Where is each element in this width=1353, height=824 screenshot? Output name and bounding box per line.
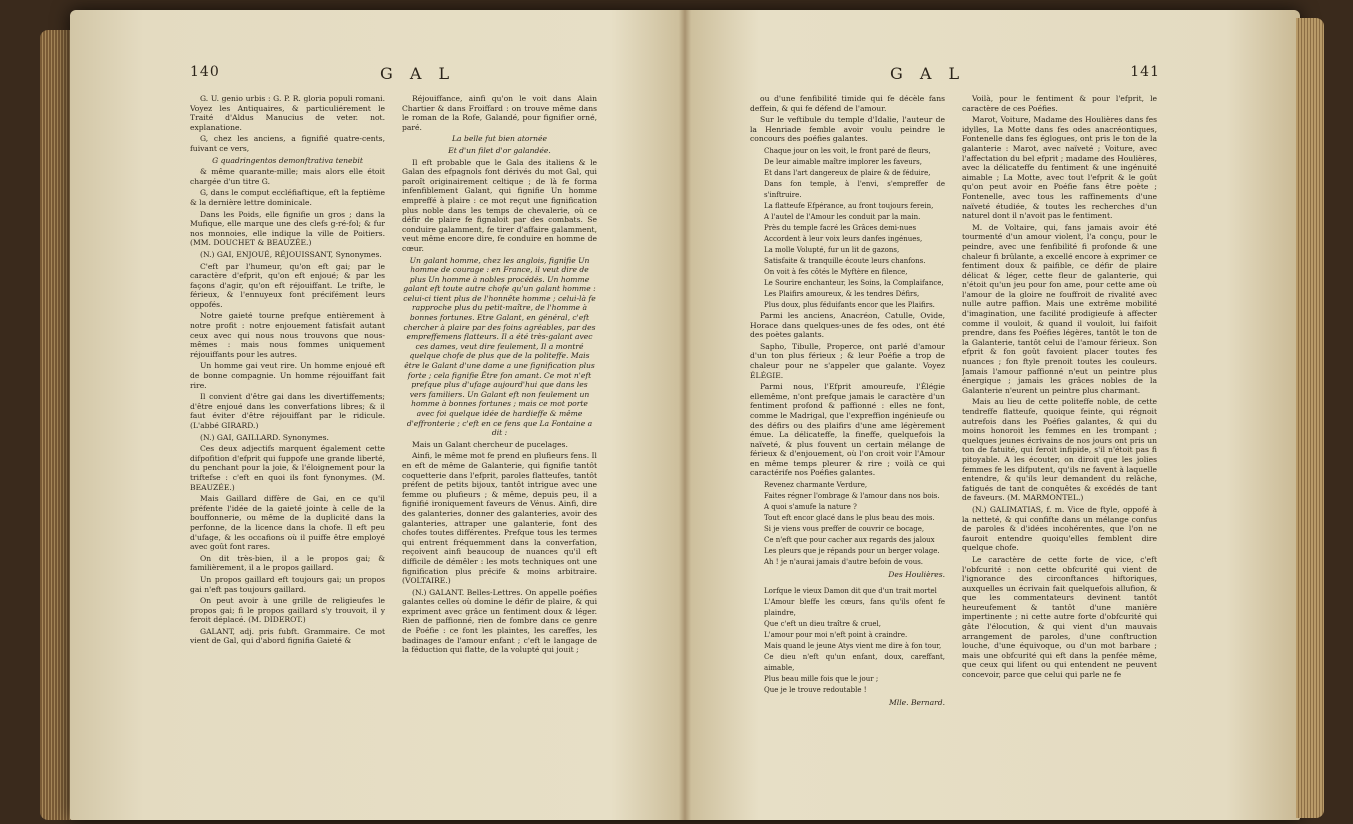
paragraph: G. U. genio urbis : G. P. R. gloria populi romani. Voyez les Antiquaires, & particuliérement le Traité d'Aldus Manucius de veter. not. explanatione. [190,94,385,132]
paragraph: G, dans le comput eccléfiaftique, eft la feptième & la dernière lettre dominicale. [190,188,385,207]
paragraph: Les Plaifirs amoureux, & les tendres Défirs, [764,289,920,298]
paragraph: (N.) GALIMATIAS, f. m. Vice de ftyle, oppofé à la netteté, & qui confifte dans un mélange confus de paroles & d'idées incohérentes, que l'on ne fauroit entendre quoiqu'elles femblent dire quelque chofe. [962,504,1157,553]
running-head-word: G A L [890,64,966,83]
paragraph: La molle Volupté, fur un lit de gazons, [764,245,900,254]
left-column-2 [402,94,597,794]
paragraph: Que je le trouve redoutable ! [764,685,867,694]
paragraph: (N.) GAI, GAILLARD. Synonymes. [200,432,329,442]
paragraph: Sapho, Tibulle, Properce, ont parlé d'amour d'un ton plus férieux ; & leur Poéfie a trop de chaleur pour ne s'appeler que galante. Voyez ÉLÉGIE. [750,341,945,380]
paragraph: Mais quand le jeune Atys vient me dire à fon tour, [764,641,942,650]
paragraph: La belle fut bien atornée [451,134,548,144]
paragraph: Satisfaite & tranquille écoute leurs chanfons. [764,256,926,265]
paragraph: Les pleurs que je répands pour un berger volage. [764,547,940,556]
right-column-1 [750,94,945,794]
right-page [750,10,1160,810]
paragraph: On dit très-bien, il a le propos gai; & familièrement, il a le propos gaillard. [190,553,385,573]
paragraph: Ah ! je n'aurai jamais d'autre befoin de vous. [764,558,924,567]
paragraph: Plus beau mille fois que le jour ; [764,674,879,683]
book-left-edge [40,30,72,820]
left-page [190,10,600,810]
paragraph: Lorfque le vieux Damon dit que d'un trait mortel [764,586,937,595]
paragraph: Il eft probable que le Gala des italiens & le Galan des efpagnols font dérivés du mot Gal, qui paroît originairement celtique ; de là fe forma infenfiblement Galant, qui fignifie Un homme empreffé à plaire : ce mot reçut une fignification plus noble dans les temps de chevalerie, où ce défir de plaire fe fignaloit par des combats. Se conduire galamment, fe tirer d'affaire galamment, veut même encore dire, fe conduire en homme de cœur. [402,157,597,253]
left-running-head [190,64,600,92]
paragraph: (N.) GALANT. Belles-Lettres. On appelle poéfies galantes celles où domine le défir de plaire, & qui expriment avec grâce un fentiment doux & léger. Rien de paffionné, rien de fombre dans ce genre de Poéfie : ce font les plaintes, les careffes, les badinages de l'amour enfant ; c'eft le langage de la féduction qui flatte, de la volupté qui jouit ; [402,587,597,655]
paragraph: C'eft par l'humeur, qu'on eft gai; par le caractère d'efprit, qu'on eft enjoué; & par les façons d'agir, qu'on eft réjouiffant. Le trifte, le férieux, & l'ennuyeux font précifément leurs oppofés. [190,261,385,309]
paragraph: Chaque jour on les voit, le front paré de fleurs, [764,146,931,155]
paragraph: Revenez charmante Verdure, [764,481,868,490]
paragraph: & même quarante-mille; mais alors elle étoit chargée d'un titre G. [190,167,385,186]
paragraph: G, chez les anciens, a fignifié quatre-cents, fuivant ce vers, [190,134,385,153]
paragraph: Ce dieu n'eft qu'un enfant, doux, careffant, aimable, [764,652,945,672]
paragraph: Parmi nous, l'Efprit amoureufe, l'Élégie ellemême, n'ont prefque jamais le caractère d'un fentiment profond & paffionné : elles ne font, comme le Madrigal, que l'expreffion ingénieufe ou des défirs ou des plaifirs d'une ame légèrement émue. La délicateffe, la fineffe, quelquefois la naïveté, & plus fouvent un certain mélange de férieux & d'enjouement, où l'on croit voir l'Amour en même temps pleurer & rire ; voilà ce qui caractérife nos Poéfies galantes. [750,382,945,478]
book-right-edge [1296,18,1324,818]
paragraph: Faites régner l'ombrage & l'amour dans nos bois. [764,492,940,501]
paragraph: L'Amour bleffe les cœurs, fans qu'ils ofent fe plaindre, [764,597,945,617]
paragraph: Et d'un filet d'or galandée. [448,145,551,155]
paragraph: Dans fon temple, à l'envi, s'empreffer de s'inftruire. [764,179,945,199]
paragraph: Si je viens vous preffer de couvrir ce bocage, [764,525,925,534]
paragraph: Un homme gai veut rire. Un homme enjoué eft de bonne compagnie. Un homme réjouiffant fait rire. [190,361,385,390]
paragraph: Près du temple facré les Grâces demi-nues [764,223,917,232]
paragraph: La flatteufe Efpérance, au front toujours ferein, [764,201,934,210]
paragraph: Mais un Galant chercheur de pucelages. [412,439,568,449]
paragraph: Notre gaieté tourne prefque entièrement à notre profit : notre enjouement fatisfait autant ceux avec qui nous nous trouvons que nous-mêmes : mais nous fommes uniquement réjouiffants pour les autres. [190,311,385,359]
paragraph: Le caractère de cette forte de vice, c'eft l'obfcurité : non cette obfcurité qui vient de l'ignorance des circonftances hiftoriques, auxquelles un écrivain fait quelquefois allufion, & que les commentateurs devinent tantôt heureufement & tantôt d'une manière impertinente ; ni cette autre forte d'obfcurité qui gâte l'élocution, & qui vient d'un mauvais arrangement de paroles, d'une conftruction louche, d'une équivoque, ou d'un mot barbare ; mais une obfcurité qui eft dans la penfée même, que ceux qui lifent ou qui entendent ne peuvent concevoir, parce que celui qui parle ne fe [962,554,1157,680]
paragraph: A l'autel de l'Amour les conduit par la main. [764,212,921,221]
paragraph: Dans les Poids, elle fignifie un gros ; dans la Mufique, elle marque une des clefs g-ré-fol; & fur nos monnoies, elle indique la ville de Poitiers. (MM. DOUCHET & BEAUZÉE.) [190,209,385,248]
paragraph: Et dans l'art dangereux de plaire & de féduire, [764,168,931,177]
paragraph: Tout eft encor glacé dans le plus beau des mois. [764,514,935,523]
paragraph: Parmi les anciens, Anacréon, Catulle, Ovide, Horace dans quelques-unes de fes odes, ont été des poètes galants. [750,310,945,340]
paragraph: M. de Voltaire, qui, fans jamais avoir été tourmenté d'un amour violent, l'a conçu, pour le peindre, avec une fenfibilité fi profonde & une chaleur fi brûlante, a excellé encore à exprimer ce fentiment doux & paifible, ce défir de plaire délicat & léger, cette fleur de galanterie, qui n'étoit qu'un jeu pour fon ame, pour cette ame où l'amour de la gloire ne fouffroit de rivalité avec nulle autre paffion. Mais une extrême mobilité d'imagination, une facilité prodigieufe à affecter comme il vouloit, & quand il vouloit, lui faifoit prendre, dans fes Poéfies légères, tantôt le ton de la Galanterie, tantôt celui de l'amour férieux. Son efprit & fon goût favoient placer toutes fes nuances ; fon ftyle prenoit toutes les couleurs. Jamais l'amour paffionné n'eut un peintre plus énergique ; jamais les grâces nobles de la Galanterie n'eurent un peintre plus charmant. [962,222,1157,395]
paragraph: Accordent à leur voix leurs danfes ingénues, [764,234,923,243]
paragraph: Un galant homme, chez les anglois, fignifie Un homme de courage : en France, il veut dire de plus Un homme à nobles procédés. Un homme galant eft toute autre chofe qu'un galant homme : celui-ci tient plus de l'honnête homme ; celui-là fe rapproche plus du petit-maître, de l'homme à bonnes fortunes. Etre Galant, en général, c'eft chercher à plaire par des foins agréables, par des empreffemens flatteurs. Il a été très-galant avec ces dames, veut dire feulement, Il a montré quelque chofe de plus que de la politeffe. Mais être le Galant d'une dame a une fignification plus forte ; cela fignifie Être fon amant. Ce mot n'eft prefque plus d'ufage aujourd'hui que dans les vers familiers. Un Galant eft non feulement un homme à bonnes fortunes ; mais ce mot porte avec foi quelque idée de hardieffe & même d'effronterie ; c'eft en ce fens que La Fontaine a dit : [403,255,596,438]
paragraph: On voit à fes côtés le Myftère en filence, [764,267,908,276]
paragraph: (N.) GAI, ENJOUÉ, RÉJOUISSANT, Synonymes. [200,249,382,259]
paragraph: L'amour pour moi n'eft point à craindre. [764,630,908,639]
paragraph: Ce n'eft que pour cacher aux regards des jaloux [764,536,935,545]
left-column-1 [190,94,385,794]
paragraph: Mlle. Bernard. [889,697,945,707]
paragraph: Plus doux, plus féduifants encor que les Plaifirs. [764,300,935,309]
paragraph: GALANT, adj. pris fubft. Grammaire. Ce mot vient de Gal, qui d'abord fignifia Gaieté & [190,626,385,646]
paragraph: Le Sourire enchanteur, les Soins, la Complaifance, [764,278,944,287]
paragraph: Mais au lieu de cette politeffe noble, de cette tendreffe flatteufe, quoique feinte, qui régnoit autrefois dans les Poéfies galantes, & qui du moins honoroit les femmes en les trompant ; quelques jeunes écrivains de nos jours ont pris un ton de fatuité, qui feroit infipide, s'il n'étoit pas fi pitoyable. A les écouter, on diroit que les jolies femmes fe les difputent, qu'ils ne favent à laquelle entendre, & qu'ils leur demandent du relâche, fatigués de tant de conquêtes & excédés de tant de faveurs. (M. MARMONTEL.) [962,397,1157,503]
right-running-head [750,64,1160,92]
running-head-word: G A L [380,64,456,83]
paragraph: De leur aimable maître implorer les faveurs, [764,157,922,166]
paragraph: Marot, Voiture, Madame des Houlières dans fes idylles, La Motte dans fes odes anacréontiques, Fontenelle dans fes églogues, ont pris le ton de la galanterie : Marot, avec naïveté ; Voiture, avec l'affectation du bel efprit ; madame des Houlières, avec la délicateffe du fentiment & une ingénuité aimable ; La Motte, avec tout l'efprit & le goût qu'on peut avoir en Poéfie fans être poète ; Fontenelle, avec tous les raffinements d'une naïveté étudiée, & toutes les recherches d'un naturel dont il n'avoit pas le fentiment. [962,115,1157,221]
paragraph: Ces deux adjectifs marquent également cette difpofition d'efprit qui fuppofe une grande liberté, du penchant pour la joie, & l'éloignement pour la triftefse : c'eft en quoi ils font fynonymes. (M. BEAUZÉE.) [190,444,385,492]
paragraph: Que c'eft un dieu traître & cruel, [764,619,882,628]
paragraph: A quoi s'amufe la nature ? [764,503,857,512]
paragraph: Il convient d'être gai dans les divertiffements; d'être enjoué dans les converfations libres; & il faut éviter d'être réjouiffant par le ridicule. (L'abbé GIRARD.) [190,392,385,430]
paragraph: G quadringentos demonftrativa tenebit [212,155,363,165]
paragraph: Ainfi, le même mot fe prend en plufieurs fens. Il en eft de même de Galanterie, qui fignifie tantôt coquetterie dans l'efprit, paroles flatteufes, tantôt préfent de petits bijoux, tantôt intrigue avec une femme ou plufieurs ; & même, depuis peu, il a fignifié ironiquement faveurs de Vénus. Ainfi, dire des galanteries, donner des galanteries, avoir des galanteries, attraper une galanterie, font des chofes toutes différentes. Prefque tous les termes qui entrent fréquemment dans la converfation, reçoivent ainfi beaucoup de nuances qu'il eft difficile de démêler : les mots techniques ont une fignification plus précife & moins arbitraire. (VOLTAIRE.) [402,451,597,586]
paragraph: ou d'une fenfibilité timide qui fe décèle fans deffein, & qui fe défend de l'amour. [750,94,945,113]
paragraph: Un propos gaillard eft toujours gai; un propos gai n'eft pas toujours gaillard. [190,574,385,594]
paragraph: Réjouiffance, ainfi qu'on le voit dans Alain Chartier & dans Froiffard : on trouve même dans le roman de la Rofe, Galandé, pour fignifier orné, paré. [402,94,597,132]
page-number: 140 [190,64,220,80]
paragraph: Voilà, pour le fentiment & pour l'efprit, le caractère de ces Poéfies. [962,94,1157,113]
paragraph: On peut avoir à une grille de religieufes le propos gai; fi le propos gaillard s'y trouvoit, il y feroit déplacé. (M. DIDEROT.) [190,596,385,625]
paragraph: Mais Gaillard diffère de Gai, en ce qu'il préfente l'idée de la gaieté jointe à celle de la bouffonnerie, ou même de la duplicité dans la perfonne, de la licence dans la chofe. Il eft peu d'ufage, & les occafions où il puiffe être employé avec goût font rares. [190,494,385,552]
book-spread [70,10,1300,820]
page-number: 141 [1130,64,1160,80]
right-column-2 [962,94,1157,794]
paragraph: Des Houlières. [888,570,945,580]
paragraph: Sur le veftibule du temple d'Idalie, l'auteur de la Henriade femble avoir voulu peindre le concours des poéfies galantes. [750,115,945,144]
